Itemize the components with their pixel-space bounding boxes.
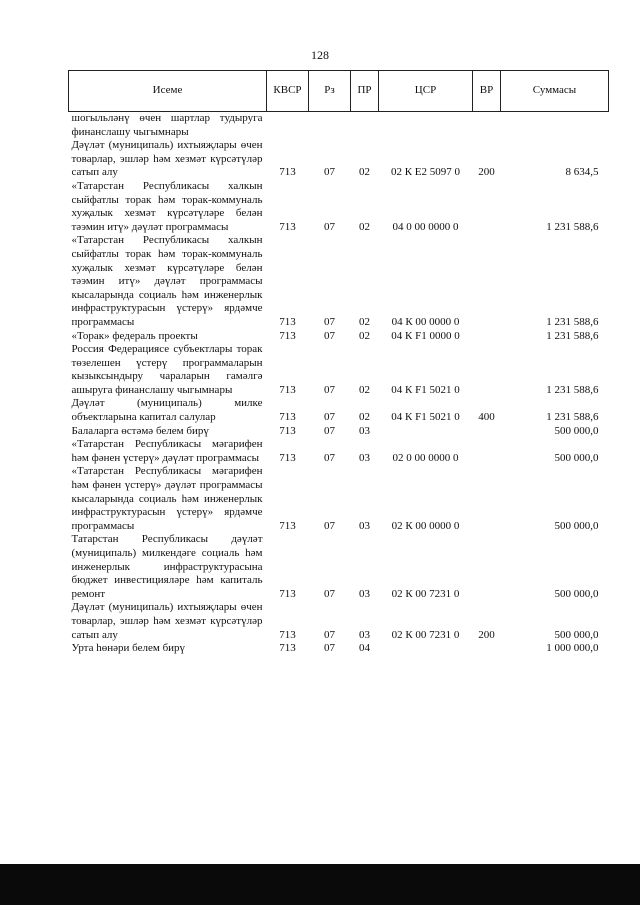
row-vr — [473, 234, 501, 329]
table-row — [69, 425, 609, 439]
table-row — [69, 601, 609, 642]
table-row — [69, 343, 609, 397]
row-csr: 04 0 00 0000 0 — [392, 220, 459, 233]
row-kvsr: 713 — [279, 166, 296, 179]
table-row — [69, 397, 609, 424]
table-row — [69, 234, 609, 329]
row-sum: 1 000 000,0 — [546, 642, 599, 655]
header-sum: Суммасы — [501, 71, 609, 112]
row-name: «Татарстан Республикасы халкын сыйфатлы торак һәм торак-коммуналь хуҗалык хезмәт күрсәтүләре белән тәэмин итү» дәүләт программасы кысаларында социаль һәм инженерлык инфраструктурасын үстерү» ярдәмче программасы — [71, 234, 263, 328]
row-rz: 07 — [324, 628, 335, 641]
row-csr: 02 К 00 0000 0 — [391, 519, 460, 532]
row-pr — [351, 112, 379, 140]
row-name: Россия Федерациясе субъектлары торак төзелешен үстерү программаларын кызыксындыру чараларын гамәлгә ашыруга финанслашу чыгымнары — [71, 343, 263, 396]
row-csr — [379, 425, 473, 439]
row-vr — [473, 343, 501, 397]
row-pr: 03 — [359, 451, 370, 464]
row-rz: 07 — [324, 519, 335, 532]
header-kvsr: КВСР — [267, 71, 309, 112]
row-sum: 1 231 588,6 — [546, 220, 599, 233]
row-csr: 04 К F1 5021 0 — [391, 411, 460, 424]
row-pr: 03 — [359, 519, 370, 532]
row-rz: 07 — [324, 424, 335, 437]
scan-border-bar — [0, 864, 640, 905]
row-sum: 1 231 588,6 — [546, 329, 599, 342]
row-rz: 07 — [324, 329, 335, 342]
row-name: «Татарстан Республикасы халкын сыйфатлы торак һәм торак-коммуналь хуҗалык хезмәт күрсәтүләре белән тәэмин итү» дәүләт программасы — [71, 179, 263, 233]
row-vr: 200 — [478, 166, 495, 179]
row-vr — [473, 465, 501, 533]
row-pr: 02 — [359, 411, 370, 424]
table-row — [69, 330, 609, 344]
table-row — [69, 438, 609, 465]
row-vr — [473, 533, 501, 601]
row-name: «Торак» федераль проекты — [71, 329, 198, 342]
row-vr — [473, 425, 501, 439]
row-csr: 04 К F1 0000 0 — [391, 329, 460, 342]
row-name: «Татарстан Республикасы мәгарифен һәм фәнен үстерү» дәүләт программасы — [71, 438, 263, 464]
row-kvsr — [267, 112, 309, 140]
row-name: Дәүләт (муниципаль) ихтыяҗлары өчен товарлар, эшләр һәм хезмәт күрсәтүләр сатып алу — [71, 601, 263, 641]
row-rz: 07 — [324, 383, 335, 396]
row-vr — [473, 438, 501, 465]
row-csr: 04 К 00 0000 0 — [391, 315, 460, 328]
row-rz: 07 — [324, 642, 335, 655]
row-rz: 07 — [324, 315, 335, 328]
row-csr: 02 0 00 0000 0 — [392, 451, 459, 464]
row-sum: 500 000,0 — [554, 519, 599, 532]
row-rz: 07 — [324, 220, 335, 233]
row-kvsr: 713 — [279, 587, 296, 600]
row-sum: 8 634,5 — [565, 166, 599, 179]
table-row — [69, 533, 609, 601]
row-kvsr: 713 — [279, 329, 296, 342]
header-vr: ВР — [473, 71, 501, 112]
table-row — [69, 139, 609, 180]
row-name: Дәүләт (муниципаль) милке объектларына капитал салулар — [71, 397, 263, 424]
row-pr: 02 — [359, 166, 370, 179]
row-rz — [309, 112, 351, 140]
row-sum: 1 231 588,6 — [546, 315, 599, 328]
page-number: 128 — [311, 48, 329, 62]
row-name: шогыльләнү өчен шартлар тудыруга финанслашу чыгымнары — [71, 112, 263, 138]
header-name: Исеме — [69, 71, 267, 112]
row-pr: 02 — [359, 383, 370, 396]
row-csr: 04 К F1 5021 0 — [391, 383, 460, 396]
row-name: Урта һөнәри белем бирү — [71, 642, 186, 655]
row-pr: 03 — [359, 587, 370, 600]
row-vr: 200 — [478, 628, 495, 641]
header-csr: ЦСР — [379, 71, 473, 112]
row-vr — [473, 642, 501, 656]
row-name: Татарстан Республикасы дәүләт (муниципаль) милкендәге социаль һәм инженерлык инфраструктурасына бюджет инвестицияләре һәм капиталь ремонт — [71, 533, 263, 600]
row-pr: 04 — [359, 642, 370, 655]
row-kvsr: 713 — [279, 383, 296, 396]
row-rz: 07 — [324, 451, 335, 464]
row-sum: 500 000,0 — [554, 424, 599, 437]
row-kvsr: 713 — [279, 628, 296, 641]
row-sum: 1 231 588,6 — [546, 383, 599, 396]
row-pr: 02 — [359, 329, 370, 342]
row-csr — [379, 642, 473, 656]
row-rz: 07 — [324, 166, 335, 179]
row-pr: 02 — [359, 220, 370, 233]
row-kvsr: 713 — [279, 451, 296, 464]
row-csr: 02 К E2 5097 0 — [390, 166, 461, 179]
row-csr — [379, 112, 473, 140]
budget-table — [68, 70, 609, 656]
row-rz: 07 — [324, 587, 335, 600]
row-kvsr: 713 — [279, 519, 296, 532]
row-kvsr: 713 — [279, 220, 296, 233]
row-vr — [473, 180, 501, 234]
row-pr: 02 — [359, 315, 370, 328]
row-pr: 03 — [359, 424, 370, 437]
row-kvsr: 713 — [279, 411, 296, 424]
row-sum: 1 231 588,6 — [546, 411, 599, 424]
row-vr: 400 — [478, 411, 495, 424]
row-name: Балаларга өстәмә белем бирү — [71, 424, 209, 437]
table-row — [69, 465, 609, 533]
row-csr: 02 К 00 7231 0 — [391, 628, 460, 641]
row-sum: 500 000,0 — [554, 451, 599, 464]
row-kvsr: 713 — [279, 642, 296, 655]
row-pr: 03 — [359, 628, 370, 641]
row-name: «Татарстан Республикасы мәгарифен һәм фәнен үстерү» дәүләт программасы кысаларында социаль һәм инженерлык инфраструктурасын үстерү» ярдәмче программасы — [71, 465, 263, 532]
row-kvsr: 713 — [279, 315, 296, 328]
row-name: Дәүләт (муниципаль) ихтыяҗлары өчен товарлар, эшләр һәм хезмәт күрсәтүләр сатып алу — [71, 139, 263, 179]
table-row — [69, 642, 609, 656]
row-rz: 07 — [324, 411, 335, 424]
row-sum: 500 000,0 — [554, 628, 599, 641]
row-vr — [473, 330, 501, 344]
row-sum — [501, 112, 609, 140]
table-row — [69, 180, 609, 234]
row-vr — [473, 112, 501, 140]
header-rz: Рз — [309, 71, 351, 112]
row-csr: 02 К 00 7231 0 — [391, 587, 460, 600]
row-sum: 500 000,0 — [554, 587, 599, 600]
table-header — [69, 71, 609, 112]
table-body — [69, 112, 609, 656]
header-pr: ПР — [351, 71, 379, 112]
row-kvsr: 713 — [279, 424, 296, 437]
table-row — [69, 112, 609, 140]
